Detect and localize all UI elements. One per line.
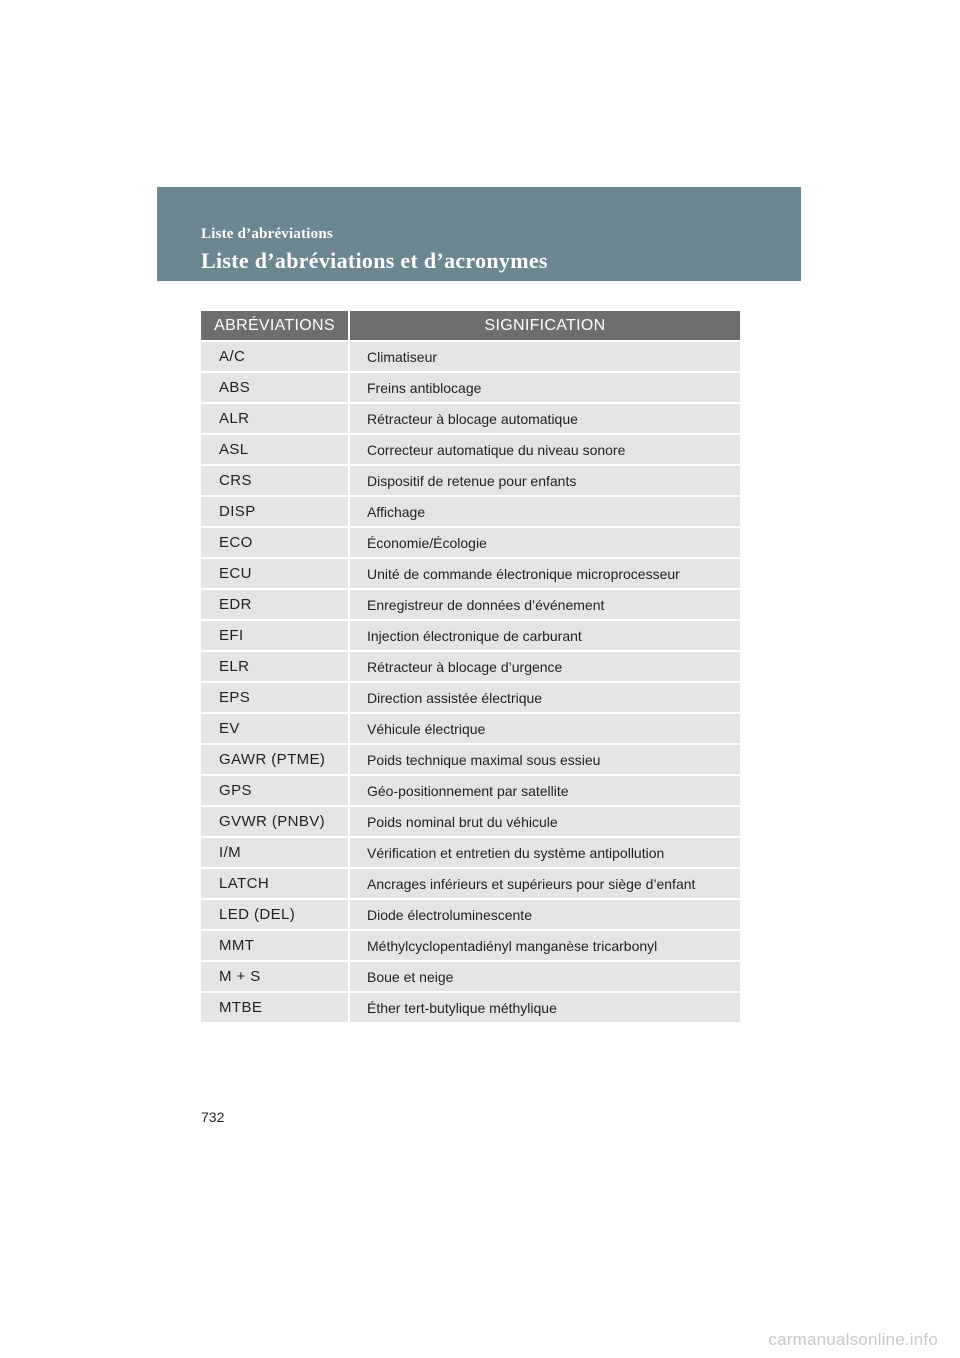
table-row — [201, 341, 740, 372]
meaning-cell: Injection électronique de carburant — [349, 620, 740, 651]
abbreviation-cell: ABS — [201, 372, 349, 403]
meaning-cell: Poids technique maximal sous essieu — [349, 744, 740, 775]
table-row — [201, 682, 740, 713]
abbreviation-cell: EV — [201, 713, 349, 744]
meaning-cell: Vérification et entretien du système antipollution — [349, 837, 740, 868]
meaning-cell: Boue et neige — [349, 961, 740, 992]
meaning-cell: Poids nominal brut du véhicule — [349, 806, 740, 837]
table-body — [201, 341, 740, 1022]
meaning-cell: Climatiseur — [349, 341, 740, 372]
page-number: 732 — [201, 1109, 225, 1125]
table-row — [201, 589, 740, 620]
meaning-cell: Ancrages inférieurs et supérieurs pour siège d’enfant — [349, 868, 740, 899]
abbreviation-cell: M + S — [201, 961, 349, 992]
abbreviation-cell: LATCH — [201, 868, 349, 899]
abbreviation-cell: ECO — [201, 527, 349, 558]
meaning-cell: Freins antiblocage — [349, 372, 740, 403]
table-row — [201, 868, 740, 899]
abbreviation-cell: EDR — [201, 589, 349, 620]
meaning-cell: Diode électroluminescente — [349, 899, 740, 930]
meaning-cell: Enregistreur de données d’événement — [349, 589, 740, 620]
table-row — [201, 713, 740, 744]
table-row — [201, 651, 740, 682]
table-header-row — [201, 311, 740, 341]
meaning-cell: Géo-positionnement par satellite — [349, 775, 740, 806]
column-header-abbreviations: ABRÉVIATIONS — [201, 311, 349, 341]
meaning-cell: Correcteur automatique du niveau sonore — [349, 434, 740, 465]
abbreviation-cell: ELR — [201, 651, 349, 682]
table-row — [201, 837, 740, 868]
abbreviation-cell: CRS — [201, 465, 349, 496]
table-row — [201, 806, 740, 837]
abbreviation-cell: ASL — [201, 434, 349, 465]
section-label: Liste d’abréviations — [201, 226, 333, 242]
table-row — [201, 899, 740, 930]
meaning-cell: Économie/Écologie — [349, 527, 740, 558]
meaning-cell: Rétracteur à blocage automatique — [349, 403, 740, 434]
abbreviation-cell: GVWR (PNBV) — [201, 806, 349, 837]
watermark: carmanualsonline.info — [768, 1330, 938, 1349]
meaning-cell: Méthylcyclopentadiényl manganèse tricarbonyl — [349, 930, 740, 961]
table-row — [201, 961, 740, 992]
table-row — [201, 992, 740, 1022]
table-row — [201, 434, 740, 465]
table-row — [201, 527, 740, 558]
abbreviation-cell: MTBE — [201, 992, 349, 1022]
abbreviations-table — [201, 311, 740, 1022]
abbreviation-cell: I/M — [201, 837, 349, 868]
table-row — [201, 744, 740, 775]
abbreviation-cell: EPS — [201, 682, 349, 713]
abbreviation-cell: ALR — [201, 403, 349, 434]
abbreviation-cell: GPS — [201, 775, 349, 806]
abbreviation-cell: LED (DEL) — [201, 899, 349, 930]
table-row — [201, 372, 740, 403]
meaning-cell: Direction assistée électrique — [349, 682, 740, 713]
section-header — [157, 187, 801, 281]
meaning-cell: Unité de commande électronique microprocesseur — [349, 558, 740, 589]
abbreviation-cell: A/C — [201, 341, 349, 372]
table-row — [201, 930, 740, 961]
meaning-cell: Rétracteur à blocage d’urgence — [349, 651, 740, 682]
abbreviation-cell: EFI — [201, 620, 349, 651]
abbreviation-cell: ECU — [201, 558, 349, 589]
abbreviation-cell: MMT — [201, 930, 349, 961]
meaning-cell: Éther tert-butylique méthylique — [349, 992, 740, 1022]
column-header-meaning: SIGNIFICATION — [349, 311, 740, 341]
abbreviation-cell: DISP — [201, 496, 349, 527]
meaning-cell: Affichage — [349, 496, 740, 527]
page-title: Liste d’abréviations et d’acronymes — [201, 248, 548, 273]
table-row — [201, 775, 740, 806]
table-row — [201, 465, 740, 496]
meaning-cell: Dispositif de retenue pour enfants — [349, 465, 740, 496]
table-row — [201, 403, 740, 434]
abbreviation-cell: GAWR (PTME) — [201, 744, 349, 775]
table-row — [201, 558, 740, 589]
table-row — [201, 620, 740, 651]
meaning-cell: Véhicule électrique — [349, 713, 740, 744]
table-row — [201, 496, 740, 527]
